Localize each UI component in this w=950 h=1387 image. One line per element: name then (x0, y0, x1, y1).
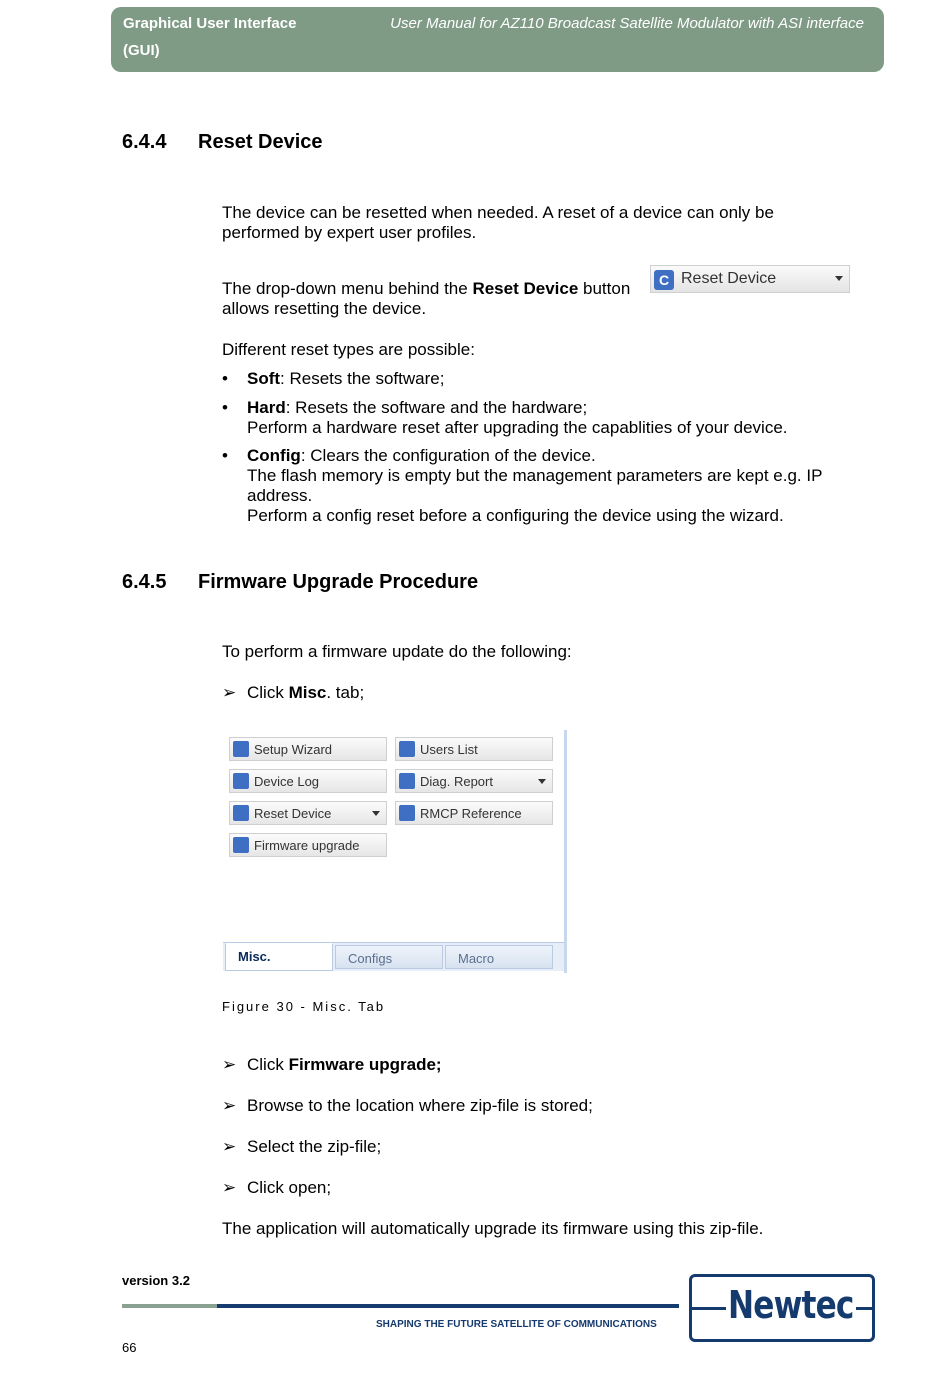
text-run: Click (247, 1055, 289, 1074)
bullet-icon: • (222, 369, 228, 388)
text-line: Perform a hardware reset after upgrading the capablities of your device. (247, 418, 788, 437)
wand-icon (233, 741, 249, 757)
arrow-bullet-icon: ➢ (222, 683, 237, 702)
bold-run: Reset Device (472, 279, 579, 298)
bold-run: Misc (288, 683, 327, 702)
heading-title: Firmware Upgrade Procedure (198, 571, 479, 593)
panel-reset-device-button[interactable] (229, 801, 387, 825)
firmware-intro: To perform a firmware update do the following: (222, 642, 572, 661)
logo-text: Newtec (728, 1283, 854, 1327)
logo-bar-left (692, 1307, 726, 1310)
log-icon (233, 773, 249, 789)
text-line: allows resetting the device. (222, 299, 427, 318)
page-header (111, 7, 884, 72)
button-label: Reset Device (681, 270, 777, 287)
text-run: button (578, 279, 631, 298)
text-run: Click (247, 683, 289, 702)
text-line: address. (247, 486, 313, 505)
reference-icon (399, 805, 415, 821)
arrow-bullet-icon: ➢ (222, 1055, 237, 1074)
tab-label: Misc. (238, 949, 271, 964)
reset-icon: C (654, 270, 674, 290)
bold-run: Firmware upgrade; (288, 1055, 442, 1074)
text-line: Perform a config reset before a configuring the device using the wizard. (247, 506, 784, 525)
bold-run: Soft (247, 369, 281, 388)
chevron-down-icon (835, 276, 843, 281)
button-label: Reset Device (254, 806, 332, 821)
logo-bar-right (856, 1307, 872, 1310)
bold-run: Hard (247, 398, 286, 417)
version-label: version 3.2 (122, 1273, 190, 1288)
button-label: Firmware upgrade (254, 838, 360, 853)
text-run: Browse to the location where zip-file is stored; (247, 1096, 593, 1115)
heading-number: 6.4.5 (122, 571, 167, 593)
button-label: Users List (420, 742, 478, 757)
chevron-down-icon (538, 779, 546, 784)
tab-configs[interactable] (335, 945, 443, 969)
arrow-bullet-icon: ➢ (222, 1137, 237, 1156)
users-icon (399, 741, 415, 757)
text-run: Select the zip-file; (247, 1137, 382, 1156)
tab-label: Configs (348, 951, 393, 966)
dropdown-description (222, 279, 630, 319)
misc-panel-screenshot (223, 730, 567, 973)
list-item (222, 369, 862, 389)
firmware-upgrade-button[interactable] (229, 833, 387, 857)
newtec-logo (689, 1274, 875, 1342)
figure-caption: Figure 30 - Misc. Tab (222, 999, 386, 1014)
rmcp-reference-button[interactable] (395, 801, 553, 825)
heading-firmware-upgrade (122, 571, 478, 594)
text-run: : Resets the software and the hardware; (285, 398, 588, 417)
button-label: Setup Wizard (254, 742, 333, 757)
bold-run: Config (247, 446, 301, 465)
text-run: The drop-down menu behind the (222, 279, 473, 298)
header-manual-title: User Manual for AZ110 Broadcast Satellite Modulator with ASI interface (390, 15, 864, 32)
button-label: Diag. Report (420, 774, 493, 789)
text-line: The device can be resetted when needed. A reset of a device can only be (222, 203, 774, 222)
reset-types-intro: Different reset types are possible: (222, 340, 475, 359)
tab-macro[interactable] (445, 945, 553, 969)
header-section-title: Graphical User Interface (123, 15, 297, 32)
tab-bar (223, 942, 564, 971)
reset-intro (222, 203, 774, 243)
text-run: : Clears the configuration of the device. (300, 446, 596, 465)
step-item (222, 1055, 442, 1075)
header-section-subtitle: (GUI) (123, 42, 160, 59)
arrow-bullet-icon: ➢ (222, 1178, 237, 1197)
tab-label: Macro (458, 951, 495, 966)
setup-wizard-button[interactable] (229, 737, 387, 761)
page-number: 66 (122, 1340, 137, 1355)
tab-misc[interactable] (225, 943, 333, 971)
device-log-button[interactable] (229, 769, 387, 793)
arrow-bullet-icon: ➢ (222, 1096, 237, 1115)
text-run: . tab; (326, 683, 365, 702)
text-line: performed by expert user profiles. (222, 223, 477, 242)
text-line: The flash memory is empty but the management parameters are kept e.g. IP (247, 466, 823, 485)
step-item (222, 1137, 381, 1157)
download-icon (233, 837, 249, 853)
bullet-icon: • (222, 446, 228, 465)
heading-reset-device (122, 131, 323, 154)
reset-icon (233, 805, 249, 821)
text-run: Click open; (247, 1178, 332, 1197)
bullet-icon: • (222, 398, 228, 417)
step-item (222, 1178, 331, 1198)
step-item (222, 683, 364, 703)
diag-report-button[interactable] (395, 769, 553, 793)
footer-slogan: SHAPING THE FUTURE SATELLITE OF COMMUNICATIONS (376, 1319, 657, 1330)
step-item (222, 1096, 593, 1116)
chevron-down-icon (372, 811, 380, 816)
heading-title: Reset Device (198, 131, 323, 153)
users-list-button[interactable] (395, 737, 553, 761)
list-item (222, 398, 862, 438)
firmware-outro: The application will automatically upgrade its firmware using this zip-file. (222, 1219, 764, 1238)
reset-device-button[interactable] (650, 265, 850, 293)
text-run: : Resets the software; (280, 369, 445, 388)
list-item (222, 446, 862, 526)
button-label: RMCP Reference (420, 806, 522, 821)
heading-number: 6.4.4 (122, 131, 167, 153)
footer-rule-green (122, 1304, 217, 1308)
footer-rule-blue (217, 1304, 679, 1308)
chart-icon (399, 773, 415, 789)
button-label: Device Log (254, 774, 320, 789)
